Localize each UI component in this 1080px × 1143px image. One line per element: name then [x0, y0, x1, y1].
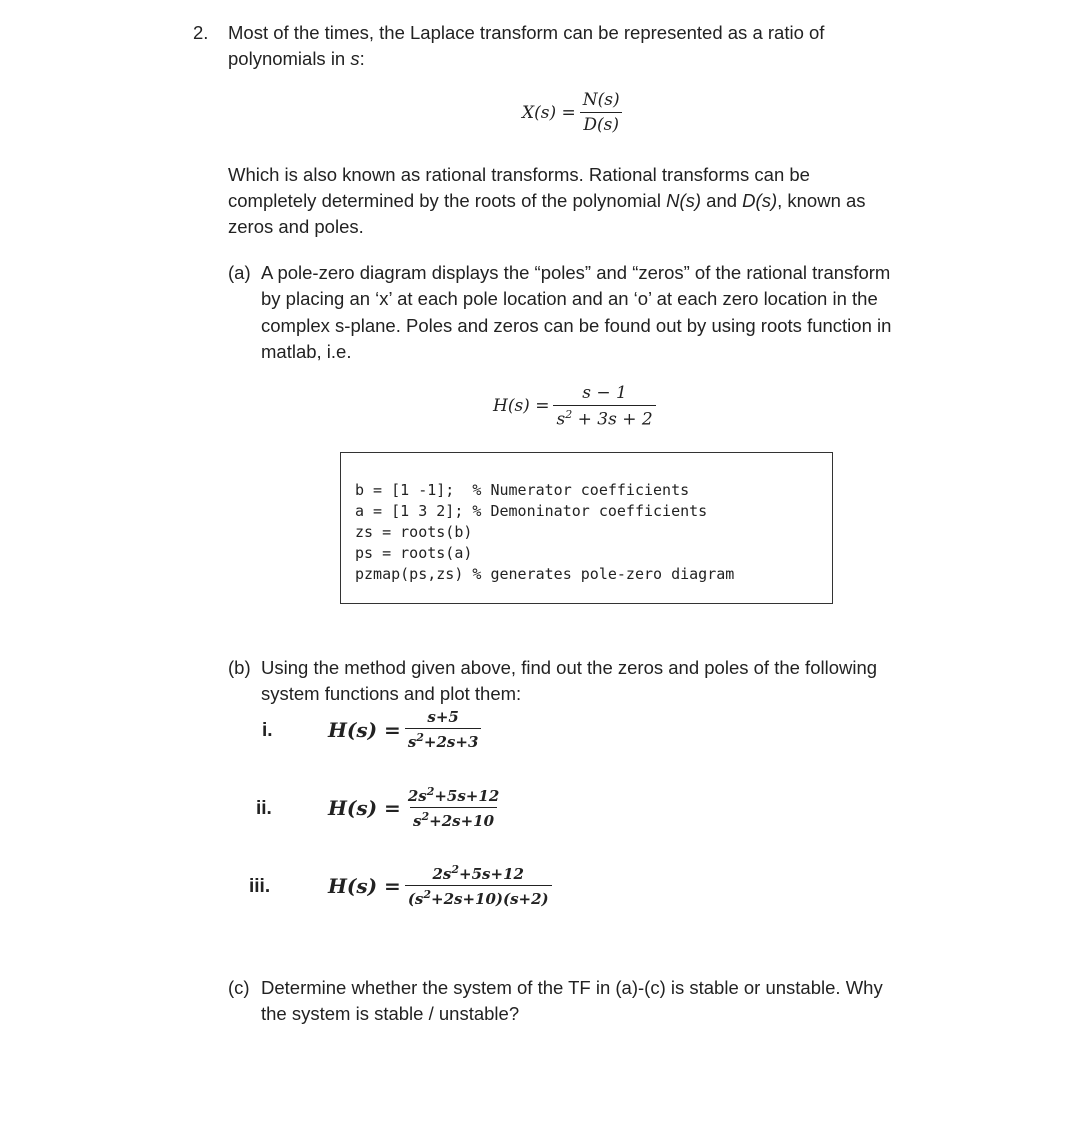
part-b-label: (b) — [228, 657, 251, 678]
code-line: ps = roots(a) — [355, 544, 473, 562]
item-i-equation: H(s) = $\frac{s+5}{s^2+2s+3}$ — [328, 708, 481, 751]
intro-line-2: polynomials in s: — [228, 48, 365, 69]
part-a-line-4: matlab, i.e. — [261, 341, 352, 362]
part-b-line-2: system functions and plot them: — [261, 683, 522, 704]
item-i-label: i. — [262, 720, 273, 741]
item-ii-equation: H(s) = $\frac{2s^2+5s+12}{s^2+2s+10}$ — [328, 785, 500, 830]
question-number: 2. — [193, 22, 209, 43]
code-line: zs = roots(b) — [355, 523, 473, 541]
main-equation: X(s) = $\frac{N(s)}{D(s)}$ — [522, 90, 623, 135]
part-a-line-2: by placing an ‘x’ at each pole location and an ‘o’ at each zero location in the — [261, 288, 878, 309]
para2-line-1: Which is also known as rational transforms. Rational transforms can be — [228, 164, 810, 185]
part-c-label: (c) — [228, 977, 250, 998]
matlab-code-box — [340, 452, 833, 604]
para2-line-3: zeros and poles. — [228, 216, 364, 237]
part-a-label: (a) — [228, 262, 251, 283]
item-iii-label: iii. — [249, 876, 271, 897]
para2-line-2: completely determined by the roots of the polynomial N(s) and D(s), known as — [228, 190, 866, 211]
part-a-line-3: complex s-plane. Poles and zeros can be found out by using roots function in — [261, 315, 892, 336]
part-b-line-1: Using the method given above, find out the zeros and poles of the following — [261, 657, 878, 678]
code-line: pzmap(ps,zs) % generates pole-zero diagram — [355, 565, 735, 583]
part-c-line-1: Determine whether the system of the TF in (a)-(c) is stable or unstable. Why — [261, 977, 883, 998]
code-line: a = [1 3 2]; % Demoninator coefficients — [355, 502, 708, 520]
item-ii-label: ii. — [256, 798, 272, 819]
part-a-line-1: A pole-zero diagram displays the “poles” and “zeros” of the rational transform — [261, 262, 891, 283]
part-c-line-2: the system is stable / unstable? — [261, 1003, 520, 1024]
intro-line-1: Most of the times, the Laplace transform can be represented as a ratio of — [228, 22, 825, 43]
code-line: b = [1 -1]; % Numerator coefficients — [355, 481, 690, 499]
part-a-equation: H(s) = $\frac{s - 1}{s^2 + 3s + 2}$ — [493, 383, 656, 430]
item-iii-equation: H(s) = $\frac{2s^2+5s+12}{(s^2+2s+10)(s+2)}$ — [328, 863, 552, 908]
